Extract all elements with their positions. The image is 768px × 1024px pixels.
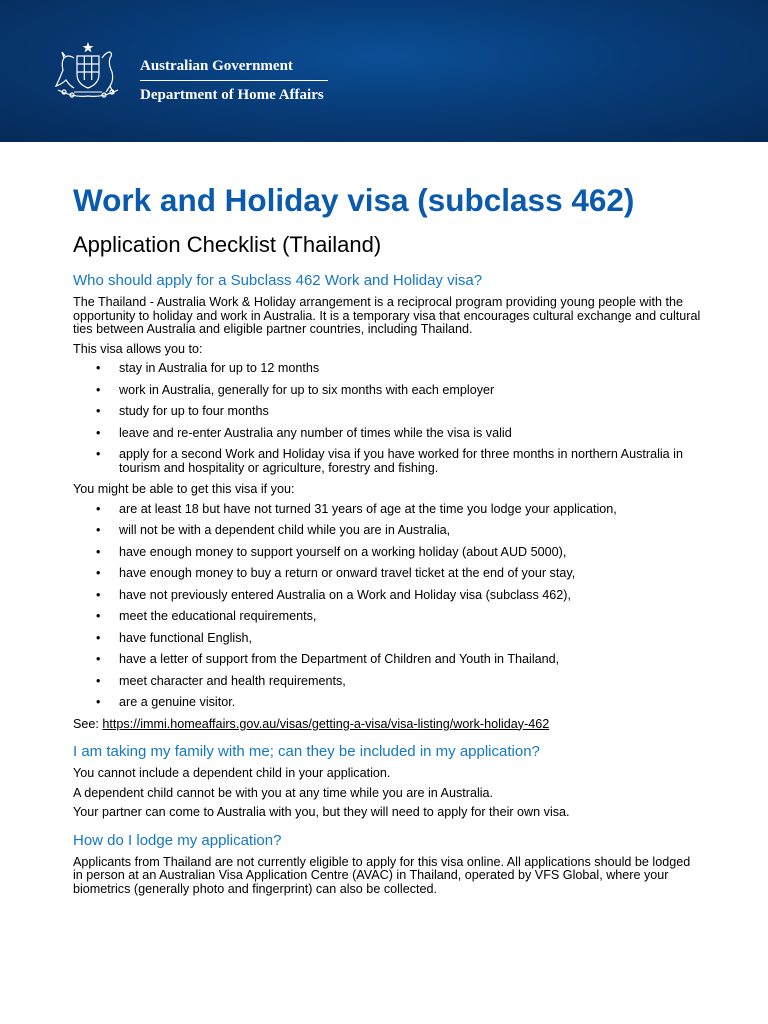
list-item: • meet character and health requirements, [73,675,703,689]
list-item: • have enough money to buy a return or onward travel ticket at the end of your stay, [73,567,703,581]
list-item: • will not be with a dependent child while you are in Australia, [73,524,703,538]
intro-paragraph: The Thailand - Australia Work & Holiday arrangement is a reciprocal program providing young people with the opportunity to holiday and work in Australia. It is a temporary visa that encourages cultural exchange and cultural ties between Australia and eligible partner countries, including Thailand. [73,295,701,336]
list-item: • have functional English, [73,632,703,646]
eligible-intro: You might be able to get this visa if you: [73,482,295,496]
list-item: • stay in Australia for up to 12 months [73,362,703,376]
department-name: Department of Home Affairs [140,87,324,103]
family-paragraph: Your partner can come to Australia with you, but they will need to apply for their own visa. [73,805,570,819]
see-label: See: [73,716,103,731]
allows-intro: This visa allows you to: [73,341,203,356]
list-item: • are at least 18 but have not turned 31 years of age at the time you lodge your application, [73,503,703,517]
family-paragraph: A dependent child cannot be with you at any time while you are in Australia. [73,785,494,800]
lodge-paragraph: Applicants from Thailand are not currently eligible to apply for this visa online. All applications should be lodged in person at an Australian Visa Application Centre (AVAC) in Thailand, operated by VFS Global, where your biometrics (generally photo and fingerprint) can also be collected. [73,854,691,896]
section-heading-who-should-apply: Who should apply for a Subclass 462 Work and Holiday visa? [73,272,483,289]
eligibility-list [73,503,703,710]
section-heading-lodge: How do I lodge my application? [73,831,282,849]
list-item: • have not previously entered Australia on a Work and Holiday visa (subclass 462), [73,589,703,603]
government-name: Australian Government [140,58,328,81]
list-item: • leave and re-enter Australia any number of times while the visa is valid [73,427,703,441]
allows-list [73,362,703,475]
list-item: • meet the educational requirements, [73,610,703,624]
visa-info-link[interactable]: https://immi.homeaffairs.gov.au/visas/getting-a-visa/visa-listing/work-holiday-462 [102,716,550,731]
list-item: • are a genuine visitor. [73,696,703,710]
list-item: • have a letter of support from the Department of Children and Youth in Thailand, [73,653,703,667]
family-paragraph: You cannot include a dependent child in your application. [73,766,391,780]
list-item: • work in Australia, generally for up to six months with each employer [73,384,703,398]
list-item: • apply for a second Work and Holiday visa if you have worked for three months in northern Australia in tourism and hospitality or agriculture, forestry and fishing. [73,448,703,475]
header-banner [0,0,768,142]
list-item: • study for up to four months [73,405,703,419]
page-title: Work and Holiday visa (subclass 462) [73,182,635,218]
list-item: • have enough money to support yourself on a working holiday (about AUD 5000), [73,546,703,560]
page-subtitle: Application Checklist (Thailand) [73,232,382,257]
see-line [73,718,703,732]
document-body [73,180,703,902]
section-heading-family: I am taking my family with me; can they be included in my application? [73,743,540,760]
coat-of-arms-icon [44,40,132,102]
